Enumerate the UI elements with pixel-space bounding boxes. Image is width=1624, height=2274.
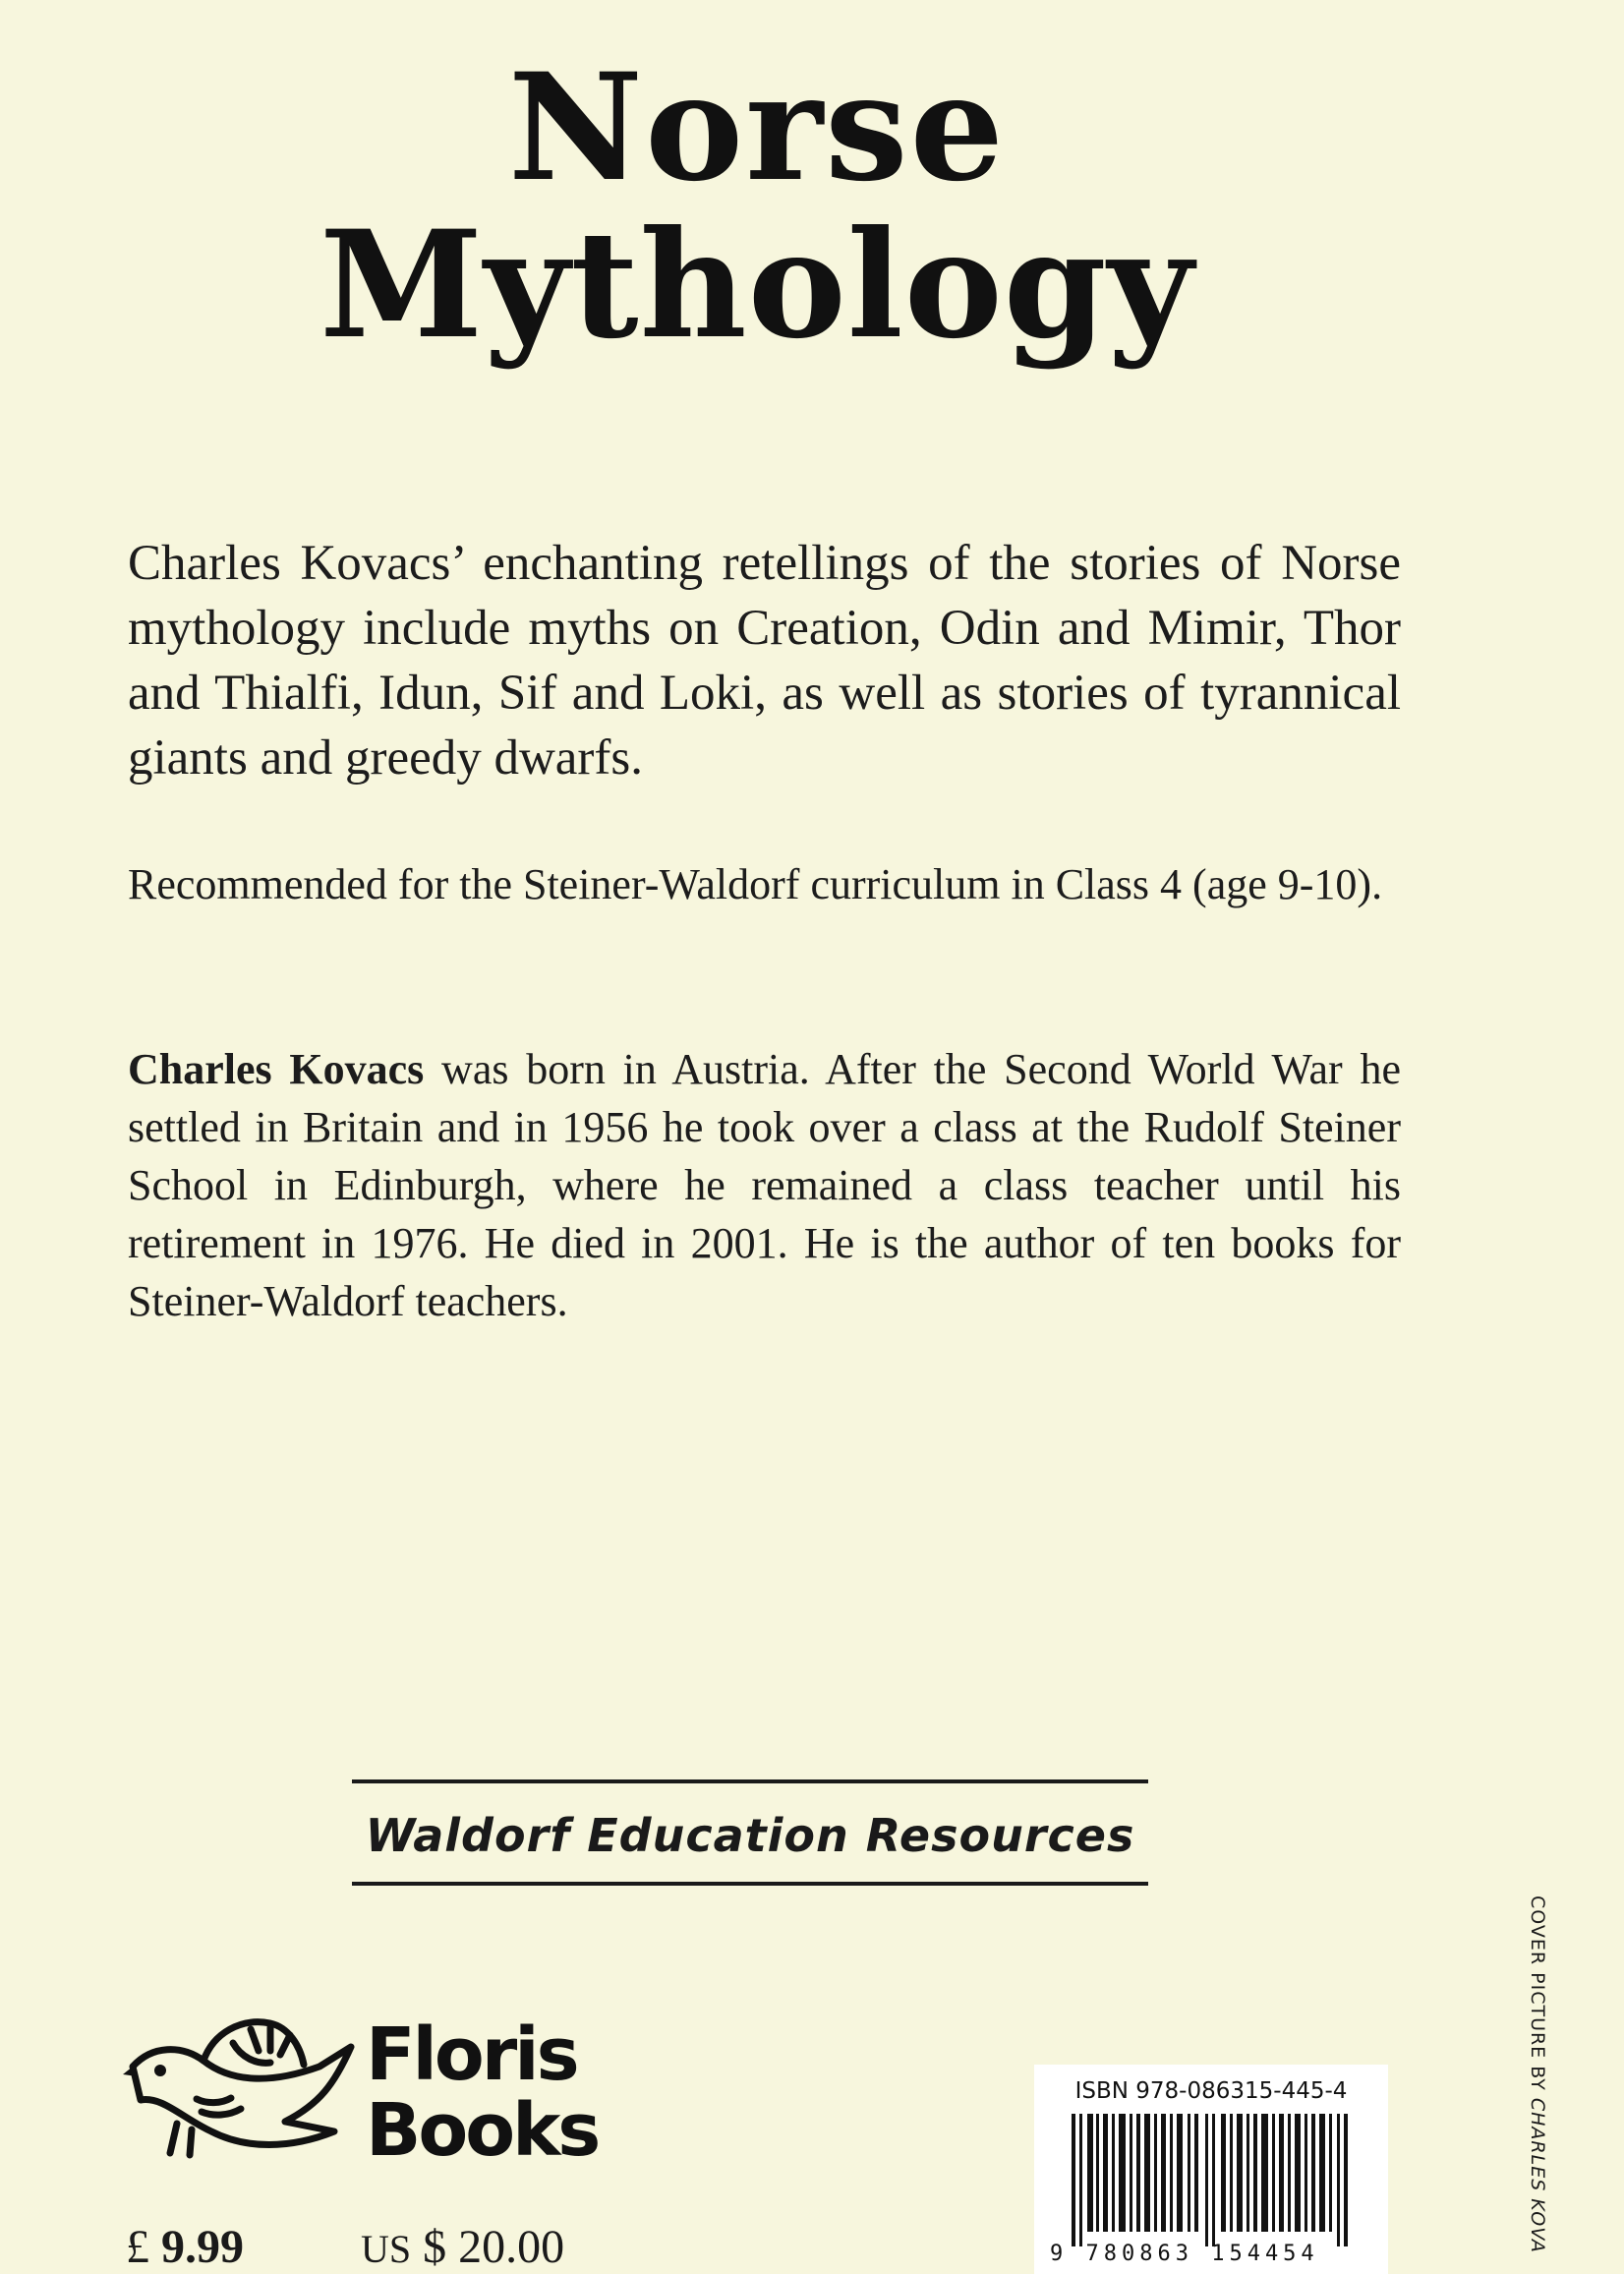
series-rule-top bbox=[352, 1779, 1148, 1783]
publisher-name-line-1: Floris bbox=[366, 2012, 577, 2097]
author-name: Charles Kovacs bbox=[128, 1045, 425, 1093]
author-bio-text: was born in Austria. After the Second World War he settled in Britain and in 1956 he took over a class at the Rudolf Steiner School in Edinburgh, where he remained a class teacher until his retirement in 1976. He died in 2001. He is the author of ten books for Steiner-Waldorf teachers. bbox=[128, 1045, 1402, 1325]
recommendation-paragraph: Recommended for the Steiner-Waldorf curriculum in Class 4 (age 9-10). bbox=[128, 860, 1383, 908]
cover-credit bbox=[1527, 1895, 1548, 2253]
gbp-symbol: £ bbox=[126, 2221, 149, 2273]
barcode-panel bbox=[1034, 2065, 1388, 2274]
cover-credit-name: CHARLES KOVA bbox=[1527, 2097, 1548, 2253]
series-rule-bottom bbox=[352, 1882, 1148, 1886]
author-bio-paragraph bbox=[128, 1040, 1401, 1330]
barcode-digits: 9 780863 154454 bbox=[1050, 2242, 1319, 2266]
description-paragraph: Charles Kovacs’ enchanting retellings of the stories of Norse mythology include myths on Creation, Odin and Mimir, Thor and Thialfi, Idun, Sif and Loki, as well as stories of tyrannical giants and greedy dwarfs. bbox=[128, 536, 1401, 786]
price-usd bbox=[361, 2220, 564, 2274]
title-line-2: Mythology bbox=[319, 199, 1194, 372]
series-name: Waldorf Education Resources bbox=[365, 1809, 1135, 1862]
price-gbp bbox=[126, 2220, 244, 2274]
gbp-value: 9.99 bbox=[161, 2221, 244, 2273]
isbn-text: ISBN 978-086315-445-4 bbox=[1074, 2078, 1348, 2104]
usd-value: $ 20.00 bbox=[423, 2221, 565, 2273]
cover-credit-prefix: COVER PICTURE BY bbox=[1527, 1895, 1548, 2098]
barcode-icon bbox=[1072, 2114, 1366, 2246]
dove-icon bbox=[123, 2006, 359, 2163]
title-line-1: Norse bbox=[507, 41, 1007, 214]
publisher-name-line-2: Books bbox=[366, 2088, 599, 2173]
usd-prefix: US bbox=[361, 2227, 412, 2271]
